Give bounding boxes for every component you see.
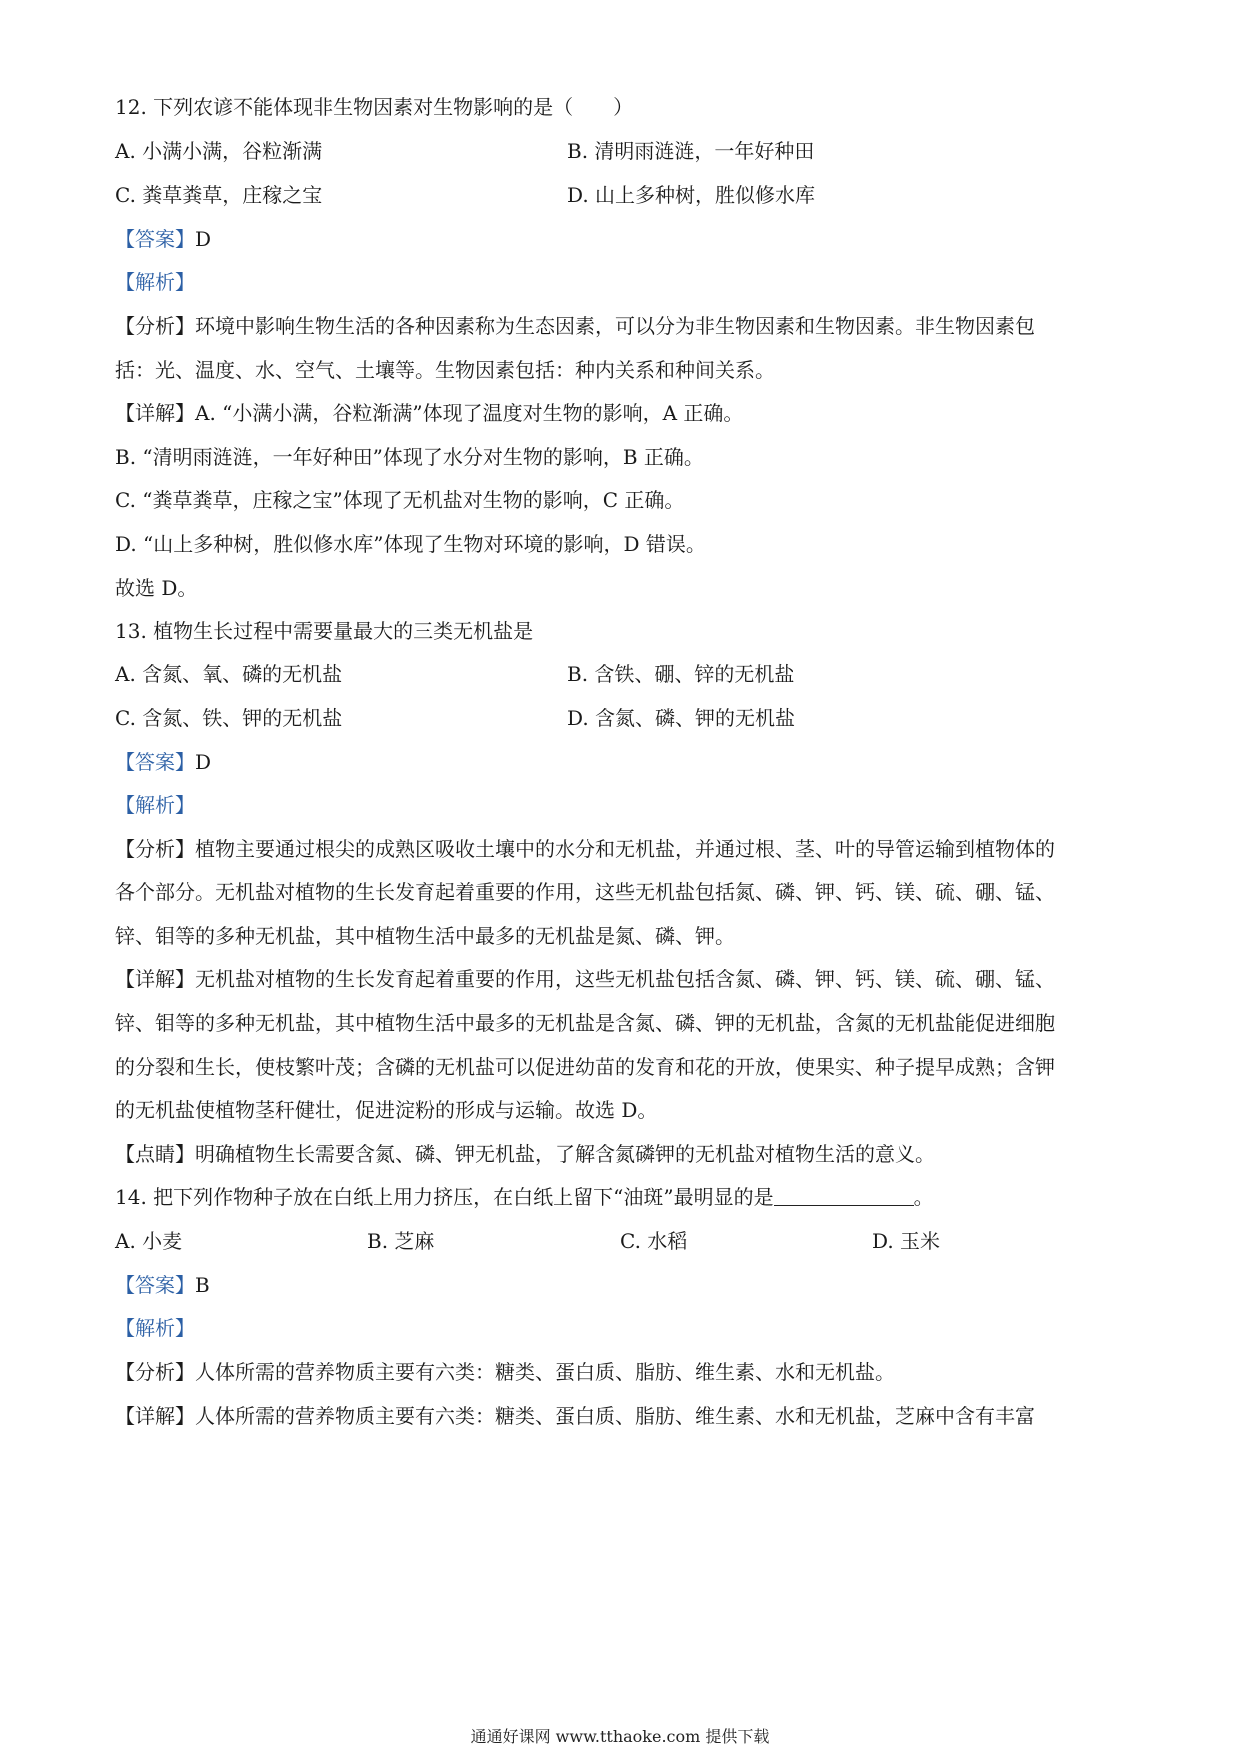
- q13-option-a: A. 含氮、氧、磷的无机盐: [115, 662, 343, 686]
- q13-detail-3: 的分裂和生长，使枝繁叶茂；含磷的无机盐可以促进幼苗的发育和花的开放，使果实、种子提早成熟；含钾: [115, 1055, 1055, 1079]
- answer-tag: 【答案】: [115, 227, 195, 251]
- answer-blank: [774, 1185, 914, 1206]
- q13-analysis-tag: [115, 793, 195, 817]
- detail-text: A. “小满小满，谷粒渐满”体现了温度对生物的影响，A 正确。: [195, 401, 744, 425]
- answer-value: B: [195, 1273, 210, 1297]
- comment-text: 明确植物生长需要含氮、磷、钾无机盐，了解含氮磷钾的无机盐对植物生活的意义。: [195, 1142, 935, 1166]
- q13-detail-4: 的无机盐使植物茎秆健壮，促进淀粉的形成与运输。故选 D。: [115, 1098, 658, 1122]
- q12-answer: [115, 227, 211, 251]
- q12-detail-1: [115, 401, 743, 425]
- footer-watermark: 通通好课网 www.tthaoke.com 提供下载: [470, 1727, 770, 1746]
- detail-tag: 【详解】: [115, 1404, 195, 1428]
- q13-fenxi-3: 锌、钼等的多种无机盐，其中植物生活中最多的无机盐是氮、磷、钾。: [115, 924, 735, 948]
- q12-detail-3: C. “粪草粪草，庄稼之宝”体现了无机盐对生物的影响，C 正确。: [115, 488, 685, 512]
- fenxi-text: 人体所需的营养物质主要有六类：糖类、蛋白质、脂肪、维生素、水和无机盐。: [195, 1360, 895, 1384]
- fenxi-text: 环境中影响生物生活的各种因素称为生态因素，可以分为非生物因素和生物因素。非生物因素包: [195, 314, 1035, 338]
- answer-value: D: [195, 750, 212, 774]
- analysis-tag: 【解析】: [115, 793, 195, 817]
- q12-fenxi-1: [115, 314, 1035, 338]
- answer-value: D: [195, 227, 212, 251]
- q12-option-c: C. 粪草粪草，庄稼之宝: [115, 183, 323, 207]
- q12-conclusion: 故选 D。: [115, 576, 198, 600]
- detail-text: 无机盐对植物的生长发育起着重要的作用，这些无机盐包括含氮、磷、钾、钙、镁、硫、硼、锰、: [195, 967, 1055, 991]
- fenxi-text: 植物主要通过根尖的成熟区吸收土壤中的水分和无机盐，并通过根、茎、叶的导管运输到植物体的: [195, 837, 1055, 861]
- q14-analysis-tag: [115, 1316, 195, 1340]
- q14-fenxi-1: [115, 1360, 895, 1384]
- q13-fenxi-2: 各个部分。无机盐对植物的生长发育起着重要的作用，这些无机盐包括氮、磷、钾、钙、镁、硫、硼、锰、: [115, 880, 1055, 904]
- q14-option-b: B. 芝麻: [367, 1229, 435, 1253]
- q12-detail-2: B. “清明雨涟涟，一年好种田”体现了水分对生物的影响，B 正确。: [115, 445, 704, 469]
- detail-text: 人体所需的营养物质主要有六类：糖类、蛋白质、脂肪、维生素、水和无机盐，芝麻中含有丰富: [195, 1404, 1035, 1428]
- q13-detail-1: [115, 967, 1055, 991]
- q14-answer: [115, 1273, 210, 1297]
- q13-option-c: C. 含氮、铁、钾的无机盐: [115, 706, 343, 730]
- q13-option-d: D. 含氮、磷、钾的无机盐: [567, 706, 796, 730]
- q14-stem: [115, 1185, 934, 1209]
- detail-tag: 【详解】: [115, 967, 195, 991]
- q13-answer: [115, 750, 211, 774]
- answer-tag: 【答案】: [115, 1273, 195, 1297]
- analysis-tag: 【解析】: [115, 1316, 195, 1340]
- q14-stem-end: 。: [913, 1185, 934, 1209]
- q12-option-b: B. 清明雨涟涟，一年好种田: [567, 139, 815, 163]
- q13-fenxi-1: [115, 837, 1055, 861]
- fenxi-tag: 【分析】: [115, 1360, 195, 1384]
- q12-analysis-tag: [115, 270, 195, 294]
- q13-detail-2: 锌、钼等的多种无机盐，其中植物生活中最多的无机盐是含氮、磷、钾的无机盐，含氮的无机盐能促进细胞: [115, 1011, 1055, 1035]
- answer-tag: 【答案】: [115, 750, 195, 774]
- q14-stem-text: 14. 把下列作物种子放在白纸上用力挤压，在白纸上留下“油斑”最明显的是: [115, 1185, 774, 1209]
- q13-comment: [115, 1142, 935, 1166]
- q14-option-d: D. 玉米: [872, 1229, 941, 1253]
- q13-option-b: B. 含铁、硼、锌的无机盐: [567, 662, 795, 686]
- q12-detail-4: D. “山上多种树，胜似修水库”体现了生物对环境的影响，D 错误。: [115, 532, 706, 556]
- q13-stem: 13. 植物生长过程中需要量最大的三类无机盐是: [115, 619, 534, 643]
- q12-option-a: A. 小满小满，谷粒渐满: [115, 139, 323, 163]
- q12-option-d: D. 山上多种树，胜似修水库: [567, 183, 816, 207]
- comment-tag: 【点睛】: [115, 1142, 195, 1166]
- q14-detail-1: [115, 1404, 1035, 1428]
- fenxi-tag: 【分析】: [115, 837, 195, 861]
- fenxi-tag: 【分析】: [115, 314, 195, 338]
- q12-fenxi-2: 括：光、温度、水、空气、土壤等。生物因素包括：种内关系和种间关系。: [115, 358, 775, 382]
- q14-option-a: A. 小麦: [115, 1229, 183, 1253]
- q12-stem: 12. 下列农谚不能体现非生物因素对生物影响的是（ ）: [115, 95, 634, 119]
- analysis-tag: 【解析】: [115, 270, 195, 294]
- detail-tag: 【详解】: [115, 401, 195, 425]
- q14-option-c: C. 水稻: [620, 1229, 688, 1253]
